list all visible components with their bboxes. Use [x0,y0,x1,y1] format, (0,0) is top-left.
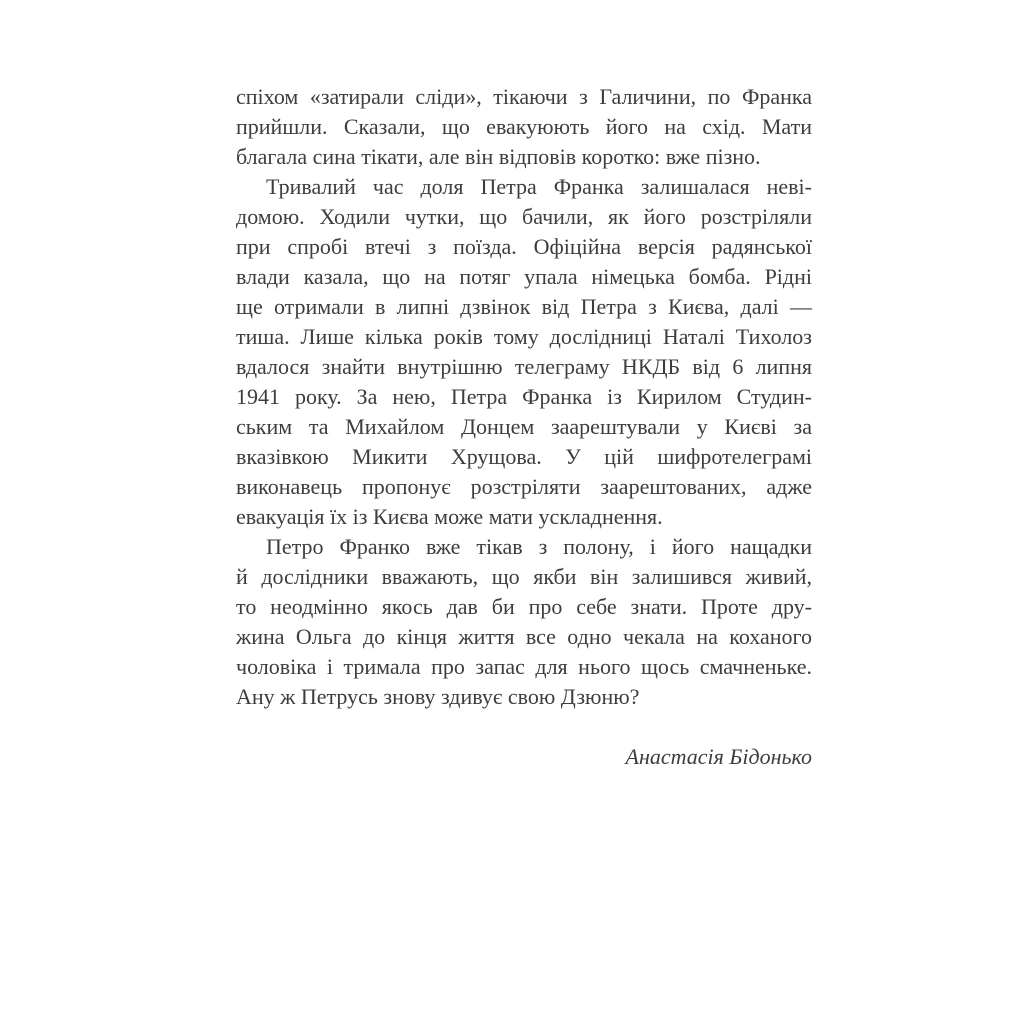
body-text-line: 1941 року. За нею, Петра Франка із Кирилом Студин- [236,384,812,409]
body-text-line: при спробі втечі з поїзда. Офіційна версія радянської [236,234,812,259]
body-text-line: Ану ж Петрусь знову здивує свою Дзюню? [236,684,640,709]
body-text-line: виконавець пропонує розстріляти заарештованих, адже [236,474,812,499]
body-text-line: спіхом «затирали сліди», тікаючи з Галичини, по Франка [236,84,812,109]
author-signature: Анастасія Бідонько [625,744,812,769]
body-text-line: домою. Ходили чутки, що бачили, як його розстріляли [236,204,812,229]
body-text-line: влади казала, що на потяг упала німецька бомба. Рідні [236,264,812,289]
body-text-line: ще отримали в липні дзвінок від Петра з Києва, далі — [236,294,812,319]
body-text-line: ським та Михайлом Донцем заарештували у Києві за [236,414,812,439]
body-text-line: чоловіка і тримала про запас для нього щось смачненьке. [236,654,812,679]
body-text-line: благала сина тікати, але він відповів коротко: вже пізно. [236,144,761,169]
text-block [236,82,812,772]
body-text-line: прийшли. Сказали, що евакуюють його на схід. Мати [236,114,812,139]
body-text-line: вказівкою Микити Хрущова. У цій шифротелеграмі [236,444,812,469]
body-text-line: вдалося знайти внутрішню телеграму НКДБ від 6 липня [236,354,812,379]
body-text-line: жина Ольга до кінця життя все одно чекала на коханого [236,624,812,649]
body-text-line: Тривалий час доля Петра Франка залишалася неві- [266,174,812,199]
body-text-line: то неодмінно якось дав би про себе знати. Проте дру- [236,594,812,619]
body-text-line: евакуація їх із Києва може мати ускладнення. [236,504,663,529]
body-text-line: тиша. Лише кілька років тому дослідниці Наталі Тихолоз [236,324,812,349]
body-text-line: й дослідники вважають, що якби він залишився живий, [236,564,812,589]
body-text-line: Петро Франко вже тікав з полону, і його нащадки [266,534,812,559]
